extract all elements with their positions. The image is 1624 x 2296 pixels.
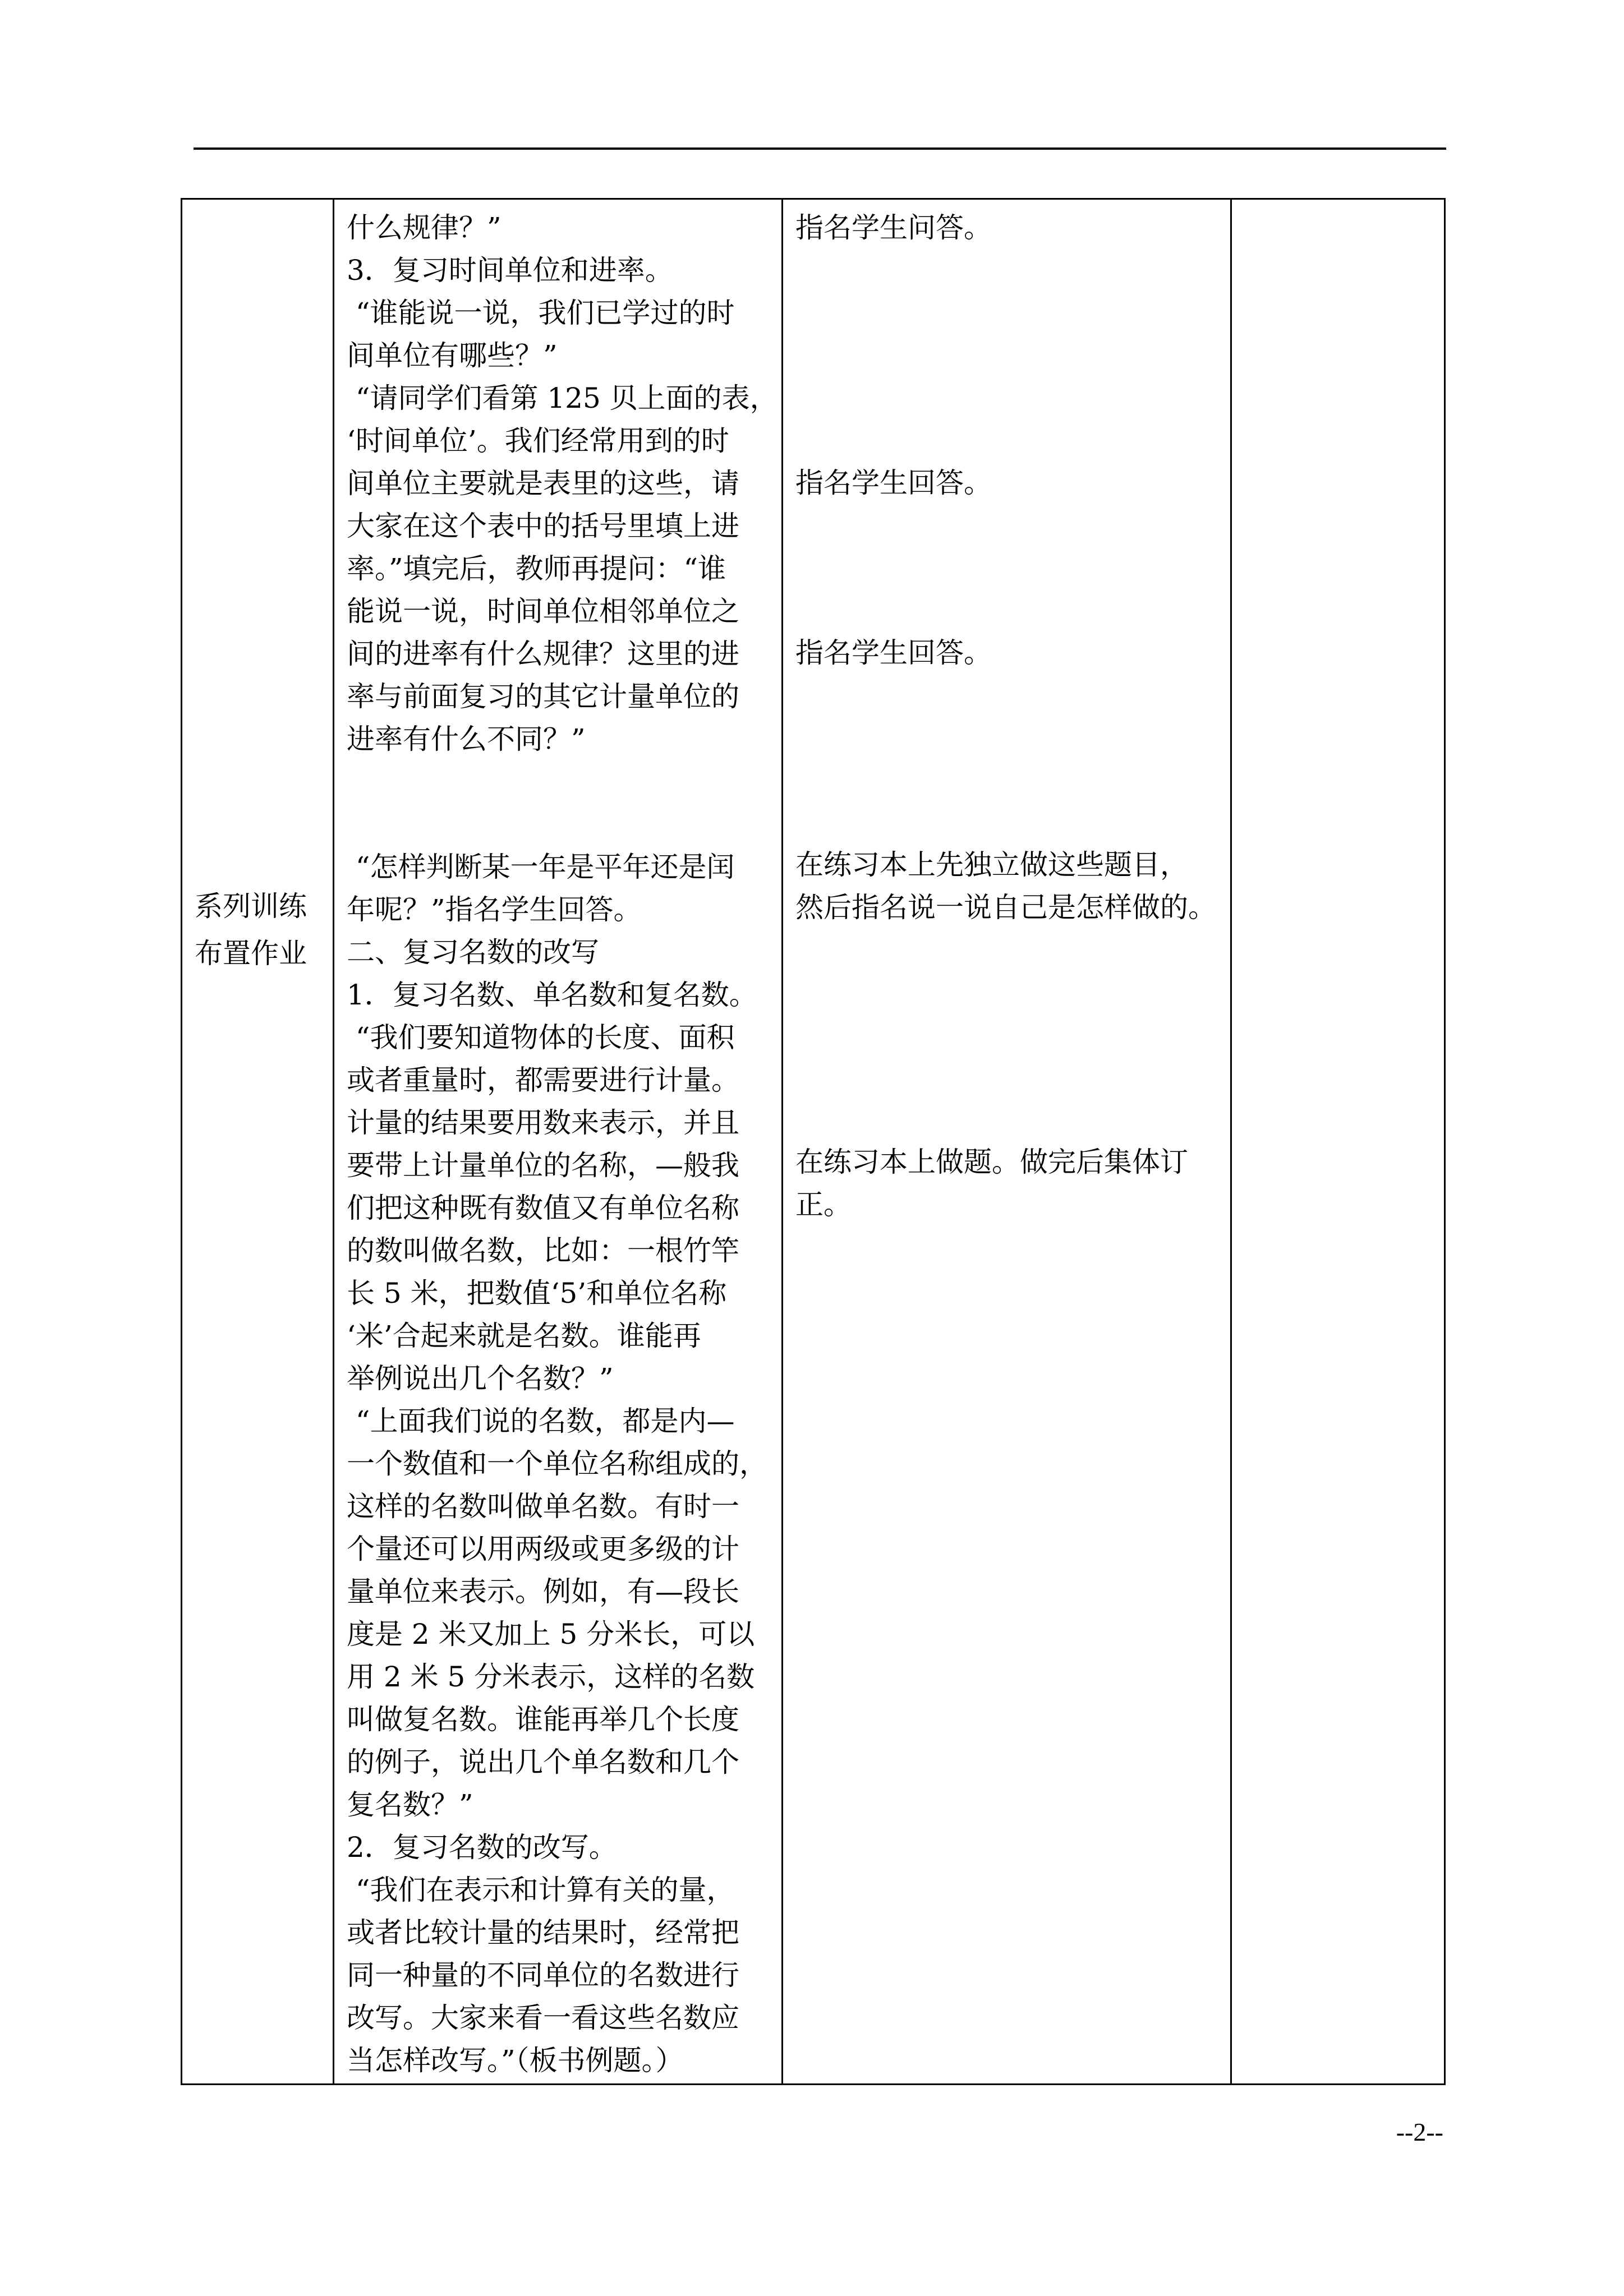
student-activity-1: 指名学生问答。 xyxy=(795,211,992,244)
column-divider-3 xyxy=(1230,200,1232,2083)
column-divider-1 xyxy=(333,200,334,2083)
student-activity-5: 在练习本上做题。做完后集体订 正。 xyxy=(795,1146,1188,1221)
column-divider-2 xyxy=(781,200,783,2083)
teacher-activity-text: 什么规律？” 3．复习时间单位和进率。 “谁能说一说，我们已学过的时 间单位有哪些？” “请同学们看第 125 贝上面的表， ‘时间单位’。我们经常用到的时 间单位主要就是表里的这些，请 大家在这个表中的括号里填上进 率。”填完后，教师再提问：“谁 能说一说，时间单位相邻单位之 间的进率有什么规律？这里的进 率与前面复习的其它计量单位的 进率有什么不同？” “怎样判断某一年是平年还是闰 年呢？”指名学生回答。 二、复习名数的改写 1．复习名数、单名数和复名数。 “我们要知道物体的长度、面积 或者重量时，都需要进行计量。 计量的结果要用数来表示，并且 要带上计量单位的名称，—般我 们把这种既有数值又有单位名称 的数叫做名数，比如：一根竹竿 长 5 米，把数值‘5’和单位名称 ‘米’合起来就是名数。谁能再 举例说出几个名数？” “上面我们说的名数，都是内— 一个数值和一个单位名称组成的， 这样的名数叫做单名数。有时一 个量还可以用两级或更多级的计 量单位来表示。例如，有—段长 度是 2 米又加上 5 分米长，可以 用 2 米 5 分米表示，这样的名数 叫做复名数。谁能再举几个长度 的例子，说出几个单名数和几个 复名数？” 2．复习名数的改写。 “我们在表示和计算有关的量， 或者比较计量的结果时，经常把 同一种量的不同单位的名数进行 改写。大家来看一看这些名数应 当怎样改写。”（板书例题。） xyxy=(347,211,778,2077)
stage-label: 系列训练 布置作业 xyxy=(195,890,307,970)
student-activity-4: 在练习本上先独立做这些题目， 然后指名说一说自己是怎样做的。 xyxy=(795,849,1216,924)
student-activity-3: 指名学生回答。 xyxy=(795,637,992,669)
lesson-plan-table xyxy=(181,198,1446,2085)
student-activity-2: 指名学生回答。 xyxy=(795,467,992,499)
page-number: --2-- xyxy=(1396,2118,1443,2146)
header-rule xyxy=(194,147,1446,150)
